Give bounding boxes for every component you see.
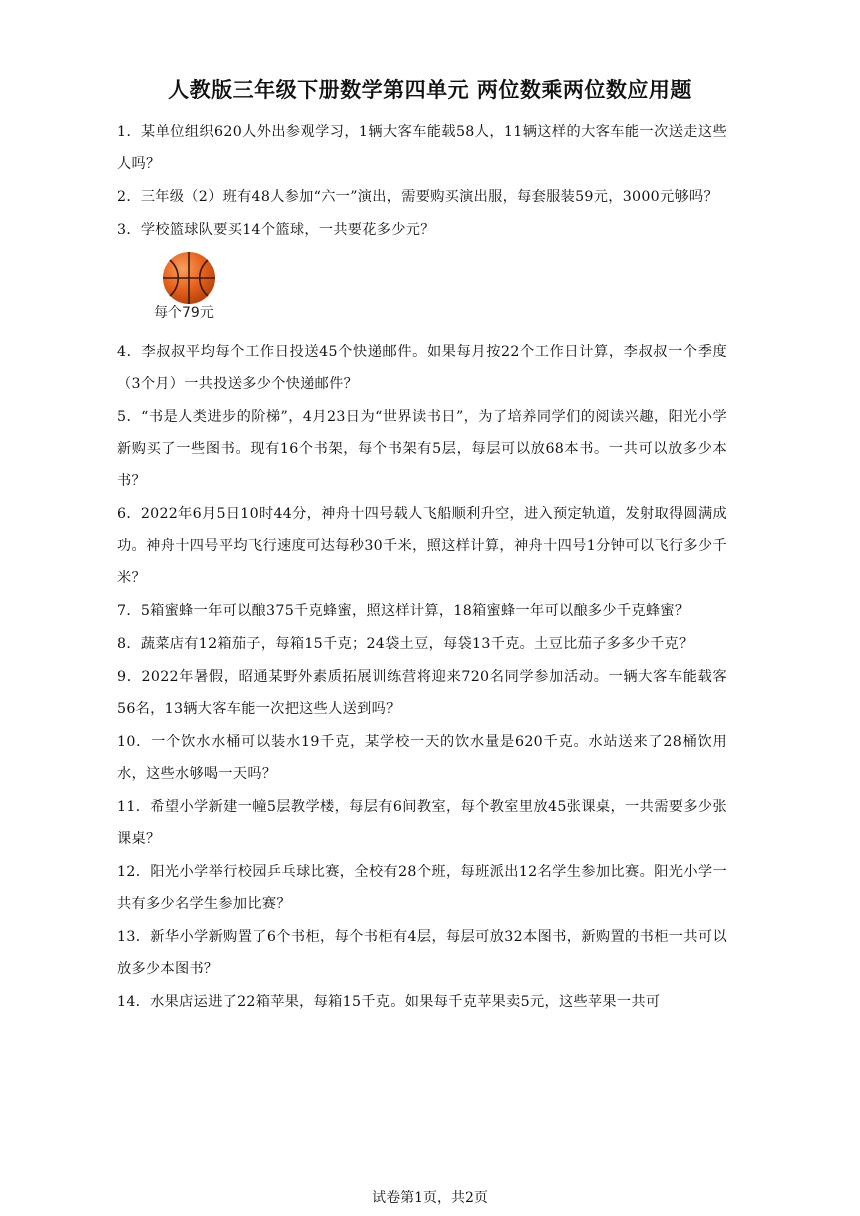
question-14: 14．水果店运进了22箱苹果，每箱15千克。如果每千克苹果卖5元，这些苹果一共可 xyxy=(117,994,661,1010)
basketball-figure xyxy=(117,248,727,328)
question-8: 8．蔬菜店有12箱茄子，每箱15千克；24袋土豆，每袋13千克。土豆比茄子多多少千克？ xyxy=(117,636,694,652)
question-13: 13．新华小学新购置了6个书柜，每个书柜有4层，每层可放32本图书，新购置的书柜一共可以放多少本图书？ xyxy=(117,929,727,977)
question-10: 10．一个饮水水桶可以装水19千克，某学校一天的饮水量是620千克。水站送来了28桶饮用水，这些水够喝一天吗？ xyxy=(117,734,727,782)
question-11: 11．希望小学新建一幢5层教学楼，每层有6间教室，每个教室里放45张课桌，一共需要多少张课桌？ xyxy=(117,799,727,847)
question-1: 1．某单位组织620人外出参观学习，1辆大客车能载58人，11辆这样的大客车能一次送走这些人吗？ xyxy=(117,124,727,172)
question-5: 5．“书是人类进步的阶梯”，4月23日为“世界读书日”，为了培养同学们的阅读兴趣，阳光小学新购买了一些图书。现有16个书架，每个书架有5层，每层可以放68本书。一共可以放多少本书？ xyxy=(117,409,727,489)
page-title: 人教版三年级下册数学第四单元 两位数乘两位数应用题 xyxy=(168,78,692,102)
question-9: 9．2022年暑假，昭通某野外素质拓展训练营将迎来720名同学参加活动。一辆大客车能载客56名，13辆大客车能一次把这些人送到吗？ xyxy=(117,669,727,717)
page-footer: 试卷第1页，共2页 xyxy=(372,1190,488,1206)
question-2: 2．三年级（2）班有48人参加“六一”演出，需要购买演出服，每套服装59元，3000元够吗？ xyxy=(117,189,718,205)
question-list xyxy=(117,116,727,1019)
question-12: 12．阳光小学举行校园乒乓球比赛，全校有28个班，每班派出12名学生参加比赛。阳光小学一共有多少名学生参加比赛？ xyxy=(117,864,727,912)
question-6: 6．2022年6月5日10时44分，神舟十四号载人飞船顺利升空，进入预定轨道，发射取得圆满成功。神舟十四号平均飞行速度可达每秒30千米，照这样计算，神舟十四号1分钟可以飞行多少千米？ xyxy=(117,506,727,586)
basketball-icon xyxy=(161,250,217,306)
question-7: 7．5箱蜜蜂一年可以酿375千克蜂蜜，照这样计算，18箱蜜蜂一年可以酿多少千克蜂蜜？ xyxy=(117,603,690,619)
question-3: 3．学校篮球队要买14个篮球，一共要花多少元？ xyxy=(117,222,435,238)
basketball-price-label: 每个79元 xyxy=(154,305,214,321)
question-4: 4．李叔叔平均每个工作日投送45个快递邮件。如果每月按22个工作日计算，李叔叔一个季度（3个月）一共投送多少个快递邮件？ xyxy=(117,344,727,392)
